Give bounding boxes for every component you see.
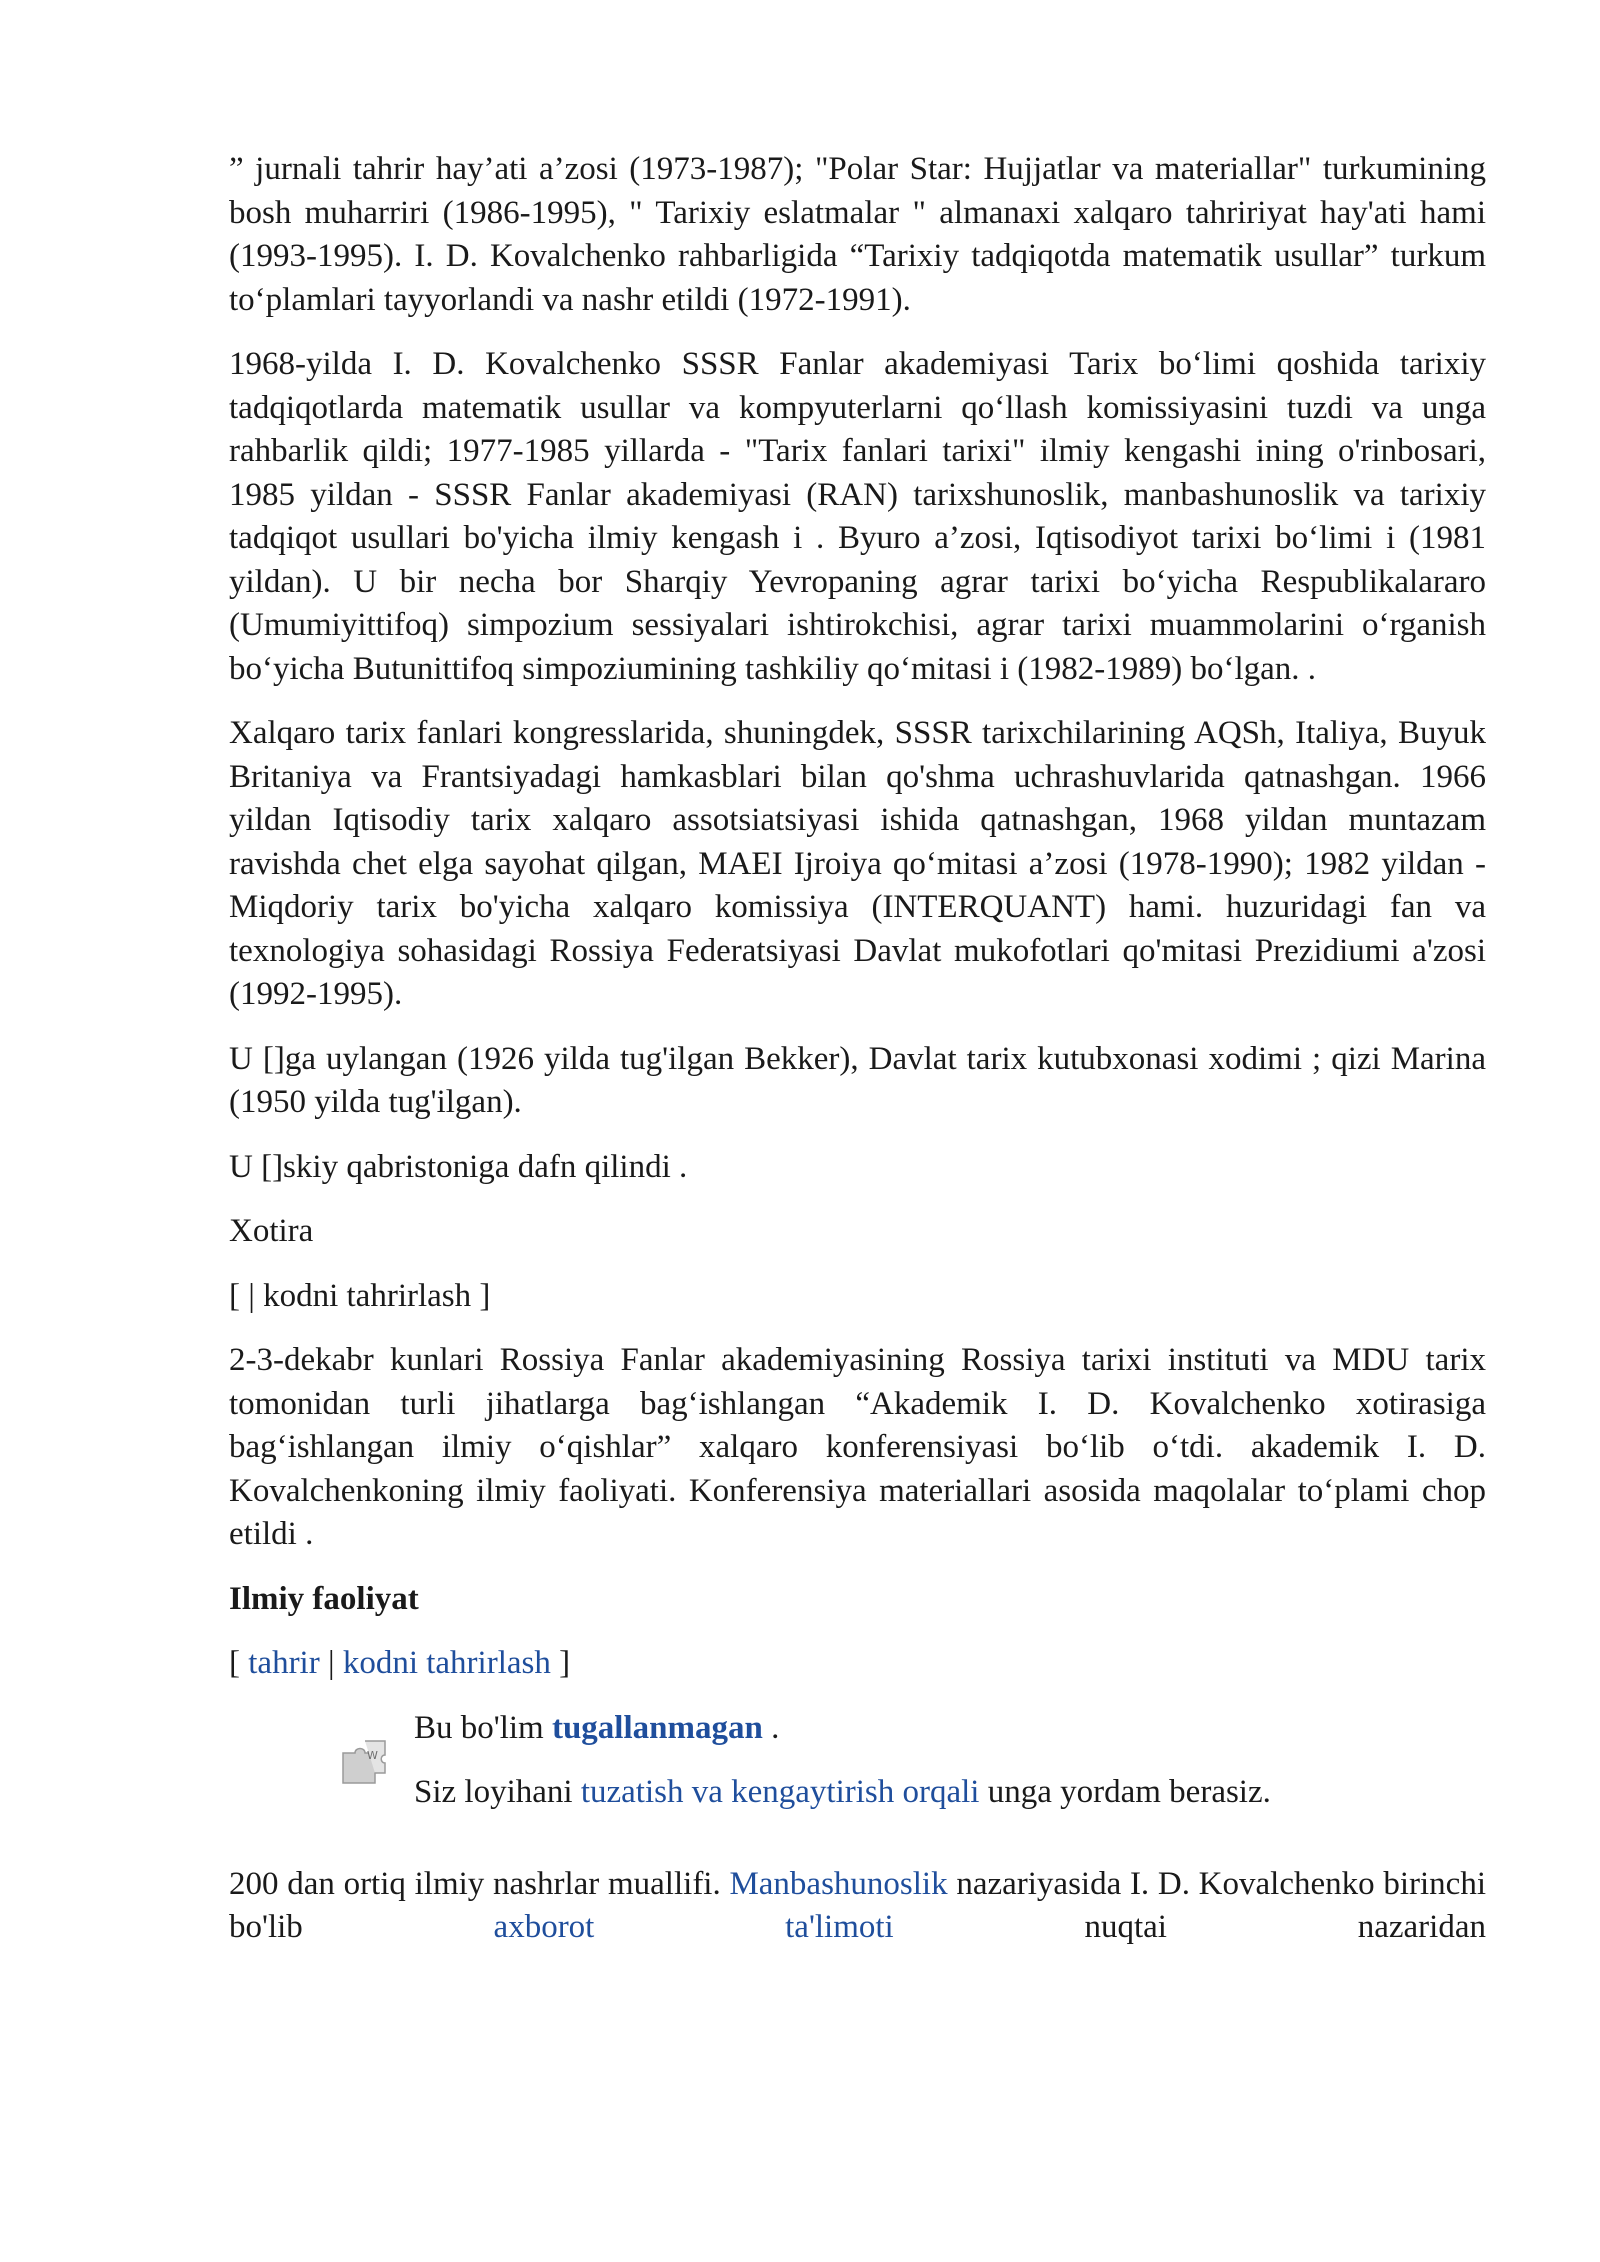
- link-separator: |: [319, 1645, 343, 1681]
- edit-source-link[interactable]: kodni tahrirlash: [342, 1645, 551, 1681]
- paragraph-international: Xalqaro tarix fanlari kongresslarida, shuningdek, SSSR tarixchilarining AQSh, Italiya, Buyuk Britaniya va Frantsiyadagi hamkasblari bilan qo'shma uchrashuvlarida qatnashgan. 1966 yildan Iqtisodiy tarix xalqaro assotsiatsiyasi ishida qatnashgan, 1968 yildan muntazam ravishda chet elga sayohat qilgan, MAEI Ijroiya qoʻmitasi a’zosi (1978-1990); 1982 yildan - Miqdoriy tarix bo'yicha xalqaro komissiya (INTERQUANT) hami. huzuridagi fan va texnologiya sohasidagi Rossiya Federatsiyasi Davlat mukofotlari qo'mitasi Prezidiumi a'zosi (1992-1995).: [229, 715, 1486, 1012]
- incomplete-section-notice: [229, 1707, 1486, 1837]
- information-link[interactable]: axborot: [493, 1909, 595, 1945]
- paragraph-memory-title: Xotira: [229, 1213, 314, 1249]
- notice-help-prefix: Siz loyihani: [414, 1774, 581, 1810]
- document-page: [229, 148, 1486, 1950]
- paragraph-edit-source: [ | kodni tahrirlash ]: [229, 1277, 491, 1314]
- paragraph-commission: 1968-yilda I. D. Kovalchenko SSSR Fanlar akademiyasi Tarix boʻlimi qoshida tarixiy tadqiqotlarda matematik usullar va kompyuterlarni qoʻllash komissiyasini tuzdi va unga rahbarlik qildi; 1977-1985 yillarda - "Tarix fanlari tarixi" ilmiy kengashi ining o'rinbosari, 1985 yildan - SSSR Fanlar akademiyasi (RAN) tarixshunoslik, manbashunoslik va tarixiy tadqiqot usullari bo'yicha ilmiy kengash i . Byuro a’zosi, Iqtisodiyot tarixi boʻlimi i (1981 yildan). U bir necha bor Sharqiy Yevropaning agrar tarixi boʻyicha Respublikalararo (Umumiyittifoq) simpozium sessiyalari ishtirokchisi, agrar tarixi muammolarini oʻrganish boʻyicha Butunittifoq simpoziumining tashkiliy qoʻmitasi i (1982-1989) boʻlgan. .: [229, 346, 1486, 687]
- paragraph-conference: 2-3-dekabr kunlari Rossiya Fanlar akademiyasining Rossiya tarixi instituti va MDU tarix tomonidan turli jihatlarga bagʻishlangan “Akademik I. D. Kovalchenko xotirasiga bagʻishlangan ilmiy oʻqishlar” xalqaro konferensiyasi boʻlib oʻtdi. akademik I. D. Kovalchenkoning ilmiy faoliyati. Konferensiya materiallari asosida maqolalar toʻplami chop etildi .: [229, 1342, 1486, 1552]
- paragraph-family: U []ga uylangan (1926 yilda tug'ilgan Bekker), Davlat tarix kutubxonasi xodimi ; qizi Marina (1950 yilda tug'ilgan).: [229, 1040, 1486, 1120]
- publications-text-4: nuqtai nazaridan: [893, 1909, 1486, 1945]
- notice-help-suffix: unga yordam berasiz.: [979, 1774, 1271, 1810]
- svg-text:W: W: [367, 1748, 378, 1762]
- section-edit-links: [229, 1642, 1486, 1686]
- paragraph-burial: U []skiy qabristoniga dafn qilindi .: [229, 1148, 688, 1185]
- publications-text-2: nazariyasida I. D. Kovalchenko birinchi bo'lib: [229, 1865, 1486, 1945]
- notice-suffix: .: [762, 1709, 780, 1746]
- publications-text-3: [594, 1909, 785, 1945]
- notice-line-incomplete: [414, 1707, 1486, 1751]
- publications-text-1: 200 dan ortiq ilmiy nashrlar muallifi.: [229, 1865, 730, 1902]
- notice-line-help: [414, 1771, 1486, 1815]
- notice-prefix: Bu bo'lim: [414, 1709, 552, 1746]
- incomplete-link[interactable]: tugallanmagan: [551, 1709, 763, 1746]
- theory-link[interactable]: ta'limoti: [785, 1909, 894, 1945]
- source-studies-link[interactable]: Manbashunoslik: [729, 1865, 948, 1902]
- wiki-puzzle-icon: [337, 1735, 393, 1787]
- section-heading: Ilmiy faoliyat: [229, 1580, 419, 1617]
- bracket-open: [: [229, 1645, 249, 1681]
- edit-link[interactable]: tahrir: [248, 1645, 320, 1681]
- paragraph-publications: [229, 1863, 1486, 1950]
- paragraph-journal-roles: ” jurnali tahrir hay’ati a’zosi (1973-1987); "Polar Star: Hujjatlar va materiallar" turkumining bosh muharriri (1986-1995), " Tarixiy eslatmalar " almanaxi xalqaro tahririyat hay'ati hami (1993-1995). I. D. Kovalchenko rahbarligida “Tarixiy tadqiqotda matematik usullar” turkum toʻplamlari tayyorlandi va nashr etildi (1972-1991).: [229, 151, 1486, 318]
- bracket-close: ]: [550, 1645, 571, 1681]
- expand-project-link[interactable]: tuzatish va kengaytirish orqali: [580, 1774, 980, 1810]
